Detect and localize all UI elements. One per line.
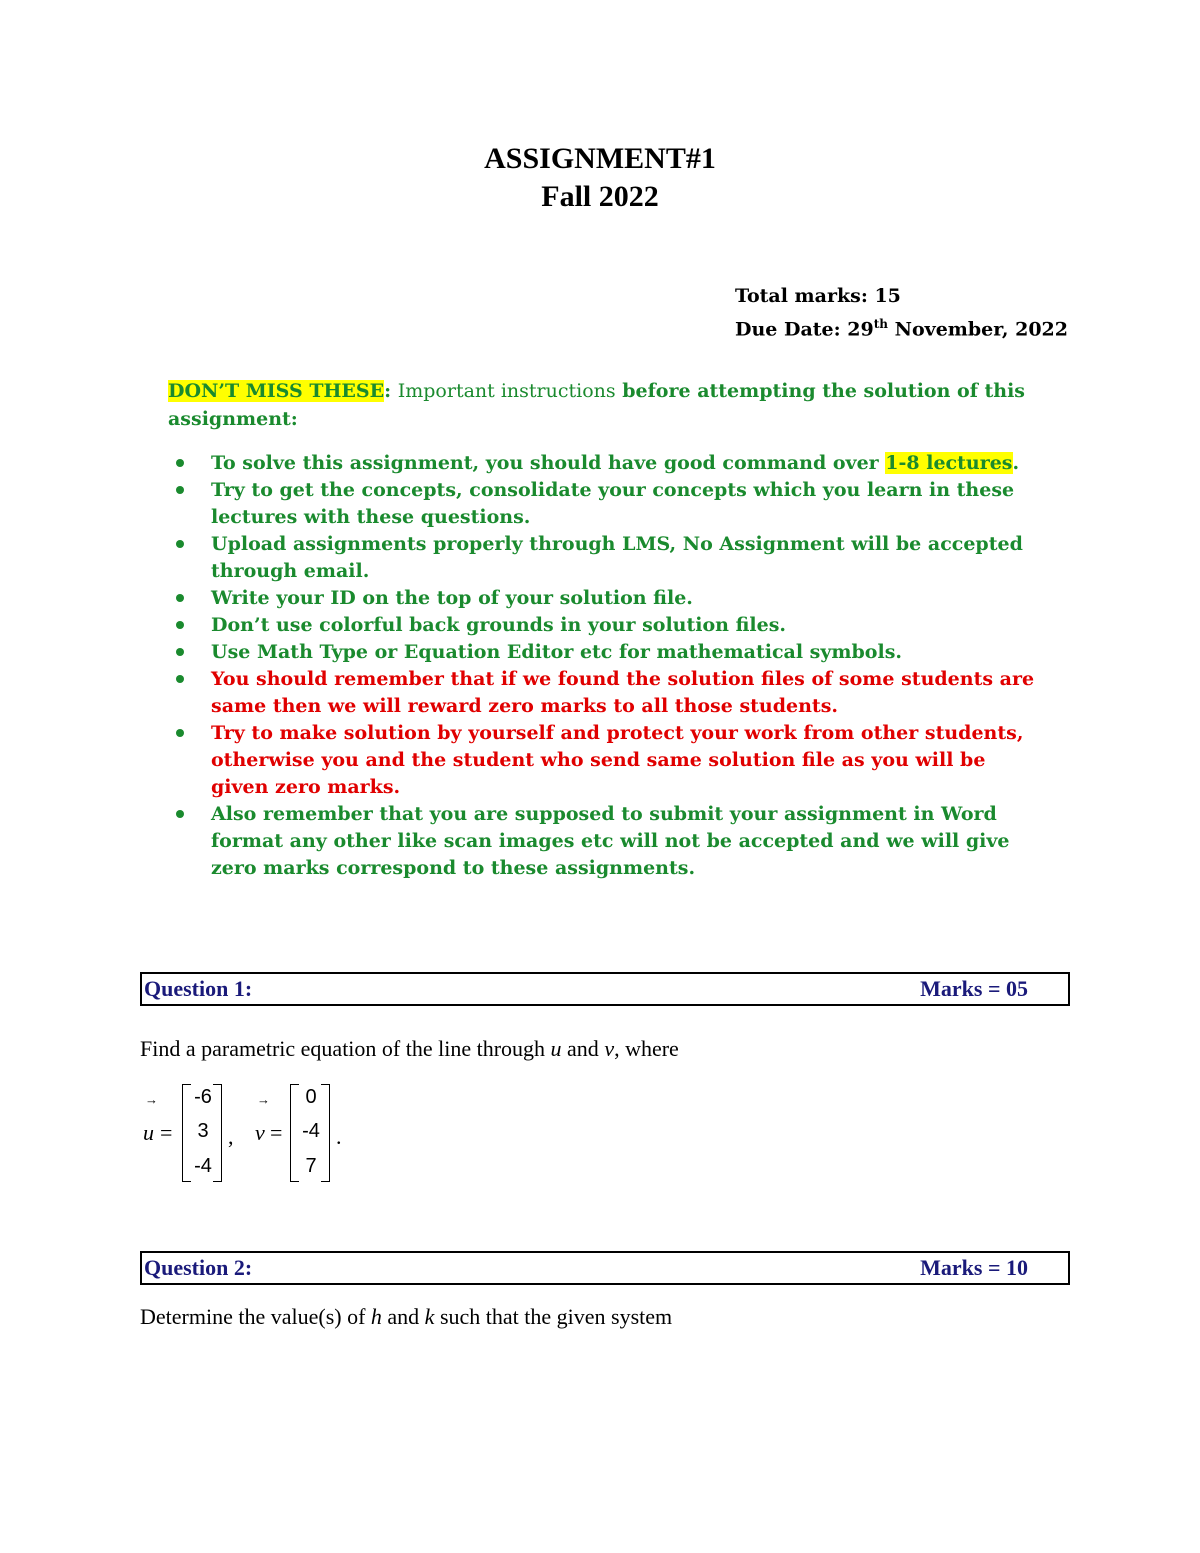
- list-item: Try to get the concepts, consolidate your concepts which you learn in these lectures with these questions.: [168, 477, 1048, 531]
- list-item: Also remember that you are supposed to submit your assignment in Word format any other like scan images etc will not be accepted and we will give zero marks correspond to these assignments.: [168, 801, 1048, 882]
- question-2-header: [140, 1251, 1070, 1285]
- assignment-title: ASSIGNMENT#1: [484, 142, 716, 175]
- v-entry-3: 7: [305, 1155, 317, 1177]
- important-text: Important instructions: [397, 380, 616, 402]
- u-equals: =: [160, 1120, 173, 1145]
- bullet-icon: [176, 459, 184, 467]
- due-date: Due Date: 29th November, 2022: [735, 317, 1068, 341]
- term-label: Fall 2022: [541, 180, 659, 213]
- v-entry-1: 0: [305, 1086, 317, 1108]
- list-item: Don’t use colorful back grounds in your solution files.: [168, 612, 1048, 639]
- total-marks: Total marks: 15: [735, 285, 901, 307]
- instructions-list: [168, 450, 1048, 882]
- u-symbol: u: [143, 1120, 154, 1145]
- vector-period: .: [336, 1124, 342, 1149]
- question-2-label: Question 2:: [144, 1255, 253, 1280]
- u-right-bracket: [213, 1084, 222, 1182]
- list-item: You should remember that if we found the solution files of some students are same then we will reward zero marks to all those students.: [168, 666, 1048, 720]
- bullet-icon: [176, 675, 184, 683]
- question-2-marks: Marks = 10: [920, 1255, 1028, 1280]
- u-entry-3: -4: [194, 1155, 212, 1177]
- question-1-header: [140, 972, 1070, 1006]
- list-item: Write your ID on the top of your solution file.: [168, 585, 1048, 612]
- vector-comma: ,: [228, 1124, 234, 1149]
- list-item: Upload assignments properly through LMS, No Assignment will be accepted through email.: [168, 531, 1048, 585]
- question-1-text: Find a parametric equation of the line through u and v, where: [140, 1036, 679, 1061]
- bullet-icon: [176, 729, 184, 737]
- u-entry-2: 3: [197, 1120, 209, 1142]
- question-1-marks: Marks = 05: [920, 976, 1028, 1001]
- v-equals: =: [270, 1120, 283, 1145]
- bullet-icon: [176, 486, 184, 494]
- bullet-icon: [176, 540, 184, 548]
- bullet-icon: [176, 810, 184, 818]
- v-arrow-icon: →: [257, 1092, 270, 1107]
- dont-miss-label: DON’T MISS THESE: [168, 380, 385, 402]
- u-arrow-icon: →: [145, 1092, 158, 1107]
- list-item: Try to make solution by yourself and protect your work from other students, otherwise you and the student who send same solution file as you will be given zero marks.: [168, 720, 1048, 801]
- v-symbol: v: [255, 1120, 265, 1145]
- meta-block: [735, 282, 1068, 343]
- question-1-label: Question 1:: [144, 976, 253, 1001]
- bullet-icon: [176, 594, 184, 602]
- v-right-bracket: [321, 1084, 330, 1182]
- highlight-lectures: 1-8 lectures: [885, 452, 1013, 474]
- v-entry-2: -4: [302, 1120, 320, 1142]
- title-block: [0, 140, 1200, 216]
- list-item: To solve this assignment, you should have good command over 1-8 lectures.: [168, 450, 1048, 477]
- vector-definitions: [140, 1080, 540, 1190]
- instructions-heading: DON’T MISS THESE: Important instructions before attempting the solution of this assignment:: [168, 380, 1025, 430]
- question-2-text: Determine the value(s) of h and k such that the given system: [140, 1304, 673, 1329]
- bullet-icon: [176, 621, 184, 629]
- u-entry-1: -6: [194, 1086, 212, 1108]
- bullet-icon: [176, 648, 184, 656]
- list-item: Use Math Type or Equation Editor etc for mathematical symbols.: [168, 639, 1048, 666]
